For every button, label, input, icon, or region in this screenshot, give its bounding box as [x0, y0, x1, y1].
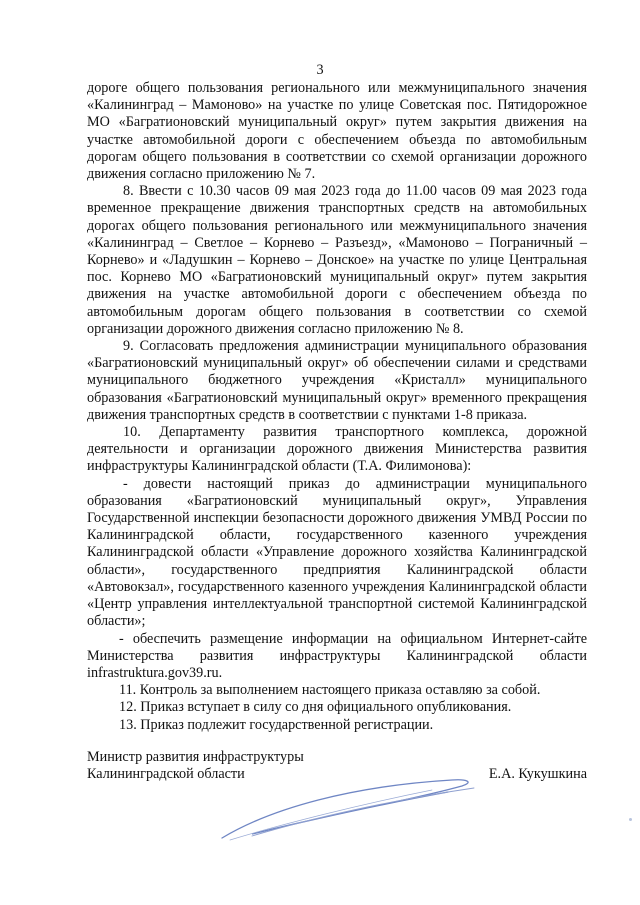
paragraph-13: 13. Приказ подлежит государственной регистрации.: [119, 716, 434, 733]
signatory-title-line-1: Министр развития инфраструктуры: [87, 749, 304, 765]
document-body: [87, 80, 587, 734]
paragraph-10-item-1: - довести настоящий приказ до администрации муниципального образования «Багратионовский муниципальный округ», Управления Государственной инспекции безопасности дорожного движения УМВД России по Калининградской области, государственного казенного учреждения Калининградской области «Управление дорожного хозяйства Калининградской области», государственного предприятия Калининградской области «Автовокзал», государственного казенного учреждения Калининградской области «Центр управления интеллектуальной транспортной системой Калининградской области»;: [87, 475, 587, 630]
paragraph-8: 8. Ввести с 10.30 часов 09 мая 2023 года до 11.00 часов 09 мая 2023 года временное прекращение движения транспортных средств на автомобильных дорогах общего пользования регионального или межмуниципального значения «Калининград – Светлое – Корнево – Разъезд», «Мамоново – Пограничный – Корнево» и «Ладушкин – Корнево – Донское» на участке по улице Центральная пос. Корнево МО «Багратионовский муниципальный округ» путем закрытия движения на участке автомобильной дороги с обеспечением объезда по автомобильным дорогам общего пользования в соответствии со схемой организации дорожного движения согласно приложению № 8.: [87, 183, 587, 337]
paragraph-12: 12. Приказ вступает в силу со дня официального опубликования.: [119, 699, 512, 716]
paragraph-9: 9. Согласовать предложения администрации муниципального образования «Багратионовский муниципальный округ» об обеспечении силами и средствами муниципального бюджетного учреждения «Кристалл» муниципального образования «Багратионовский муниципальный округ» временного прекращения движения транспортных средств в соответствии с пунктами 1-8 приказа.: [87, 338, 587, 423]
paragraph-11: 11. Контроль за выполнением настоящего приказа оставляю за собой.: [119, 682, 541, 699]
paragraph-10-item-2: - обеспечить размещение информации на официальном Интернет-сайте Министерства развития инфраструктуры Калининградской области infrastruktura.gov39.ru.: [87, 630, 587, 681]
handwritten-signature: [212, 778, 512, 848]
paragraph-10: 10. Департаменту развития транспортного комплекса, дорожной деятельности и организации дорожного движения Министерства развития инфраструктуры Калининградской области (Т.А. Филимонова):: [87, 424, 587, 475]
scan-mark: [629, 818, 632, 821]
page-number: 3: [316, 62, 324, 78]
paragraph-7-continuation: дороге общего пользования регионального или межмуниципального значения «Калининград – Мамоново» на участке по улице Советская пос. Пятидорожное МО «Багратионовский муниципальный округ» путем закрытия движения на участке автомобильной дороги с обеспечением объезда по автомобильным дорогам общего пользования в соответствии со схемой организации дорожного движения согласно приложению № 7.: [87, 80, 587, 183]
signatory-title-line-2: Калининградской области: [87, 766, 245, 783]
signatory-name: Е.А. Кукушкина: [488, 766, 587, 783]
